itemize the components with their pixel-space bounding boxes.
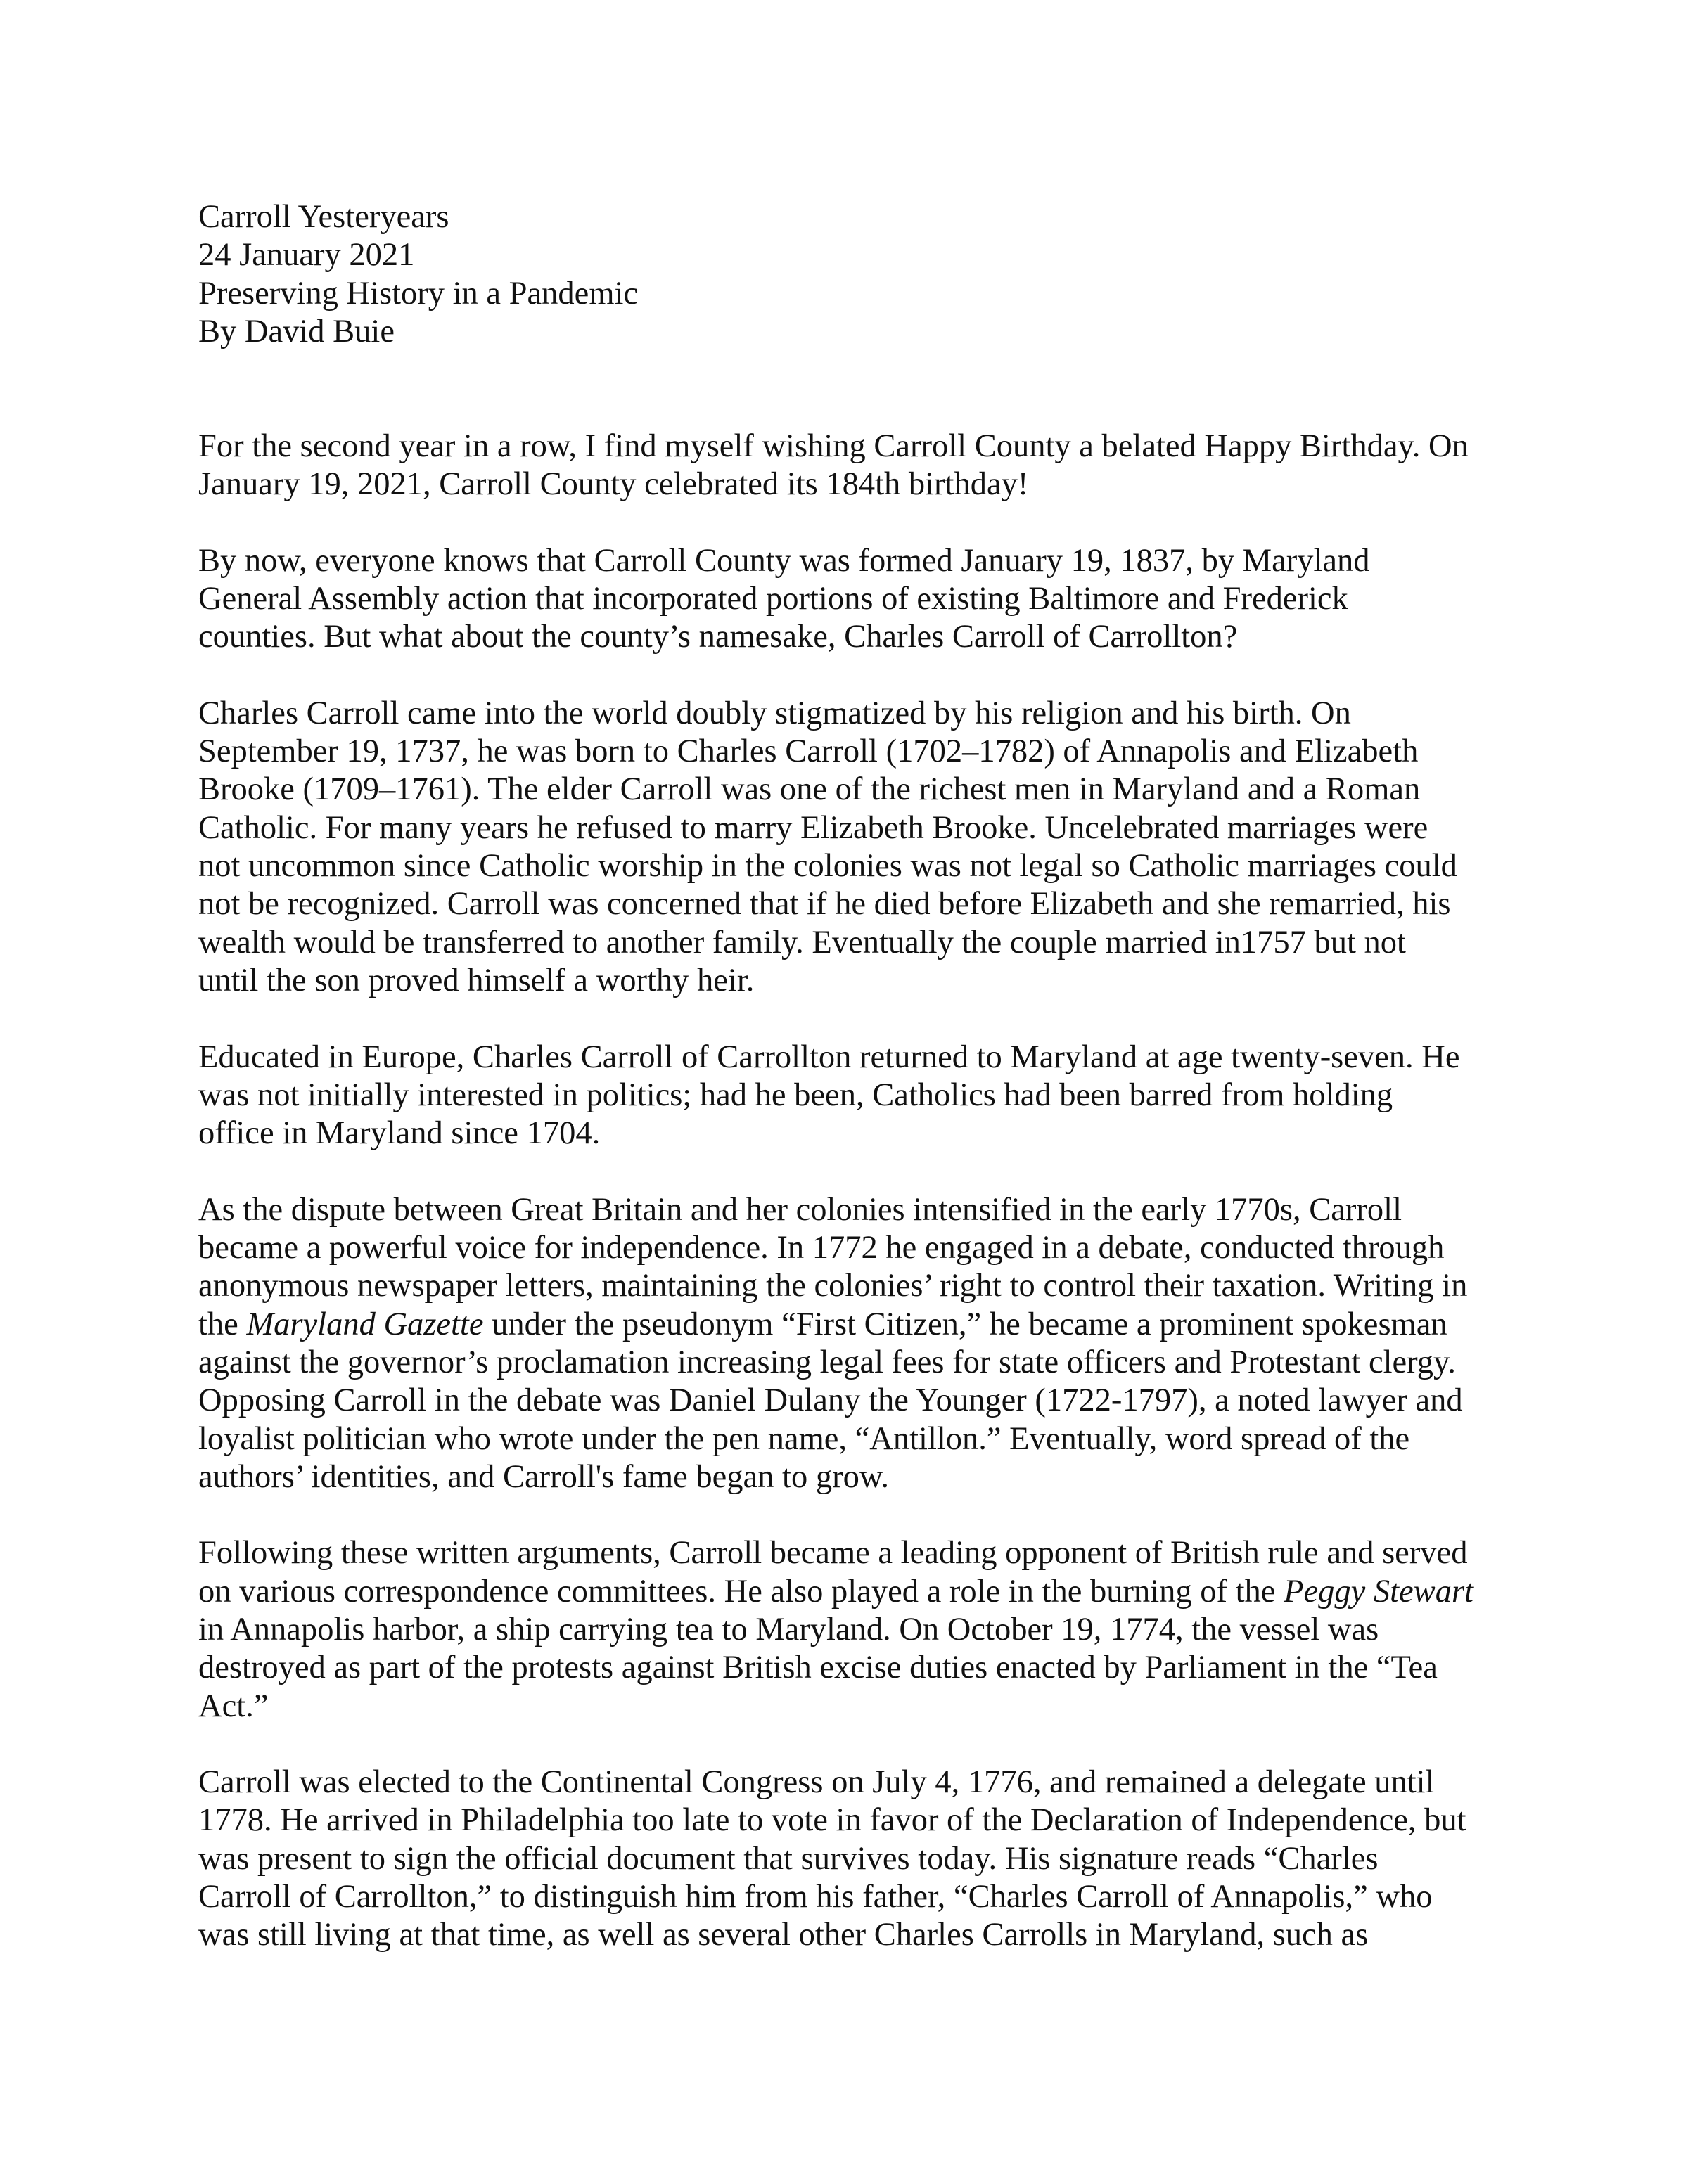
text-line xyxy=(198,1191,1535,1229)
text-line xyxy=(198,809,1535,847)
text-run: September 19, 1737, he was born to Charles Carroll (1702–1782) of Annapolis and Elizabeth xyxy=(198,733,1419,770)
text-run: Brooke (1709–1761). The elder Carroll was one of the richest men in Maryland and a Roman xyxy=(198,771,1421,808)
spacer xyxy=(198,1000,1535,1038)
text-line xyxy=(198,1306,1535,1344)
text-line xyxy=(198,1878,1535,1916)
text-line xyxy=(198,1344,1535,1382)
text-run: not be recognized. Carroll was concerned that if he died before Elizabeth and she remarried, his xyxy=(198,886,1451,923)
text-run: Opposing Carroll in the debate was Daniel Dulany the Younger (1722-1797), a noted lawyer and xyxy=(198,1382,1463,1419)
paragraph xyxy=(198,1534,1535,1725)
text-run: counties. But what about the county’s namesake, Charles Carroll of Carrollton? xyxy=(198,619,1238,655)
text-run: destroyed as part of the protests against British excise duties enacted by Parliament in the “Tea xyxy=(198,1650,1438,1686)
text-run: loyalist politician who wrote under the pen name, “Antillon.” Eventually, word spread of the xyxy=(198,1420,1410,1457)
text-run: Carroll of Carrollton,” to distinguish him from his father, “Charles Carroll of Annapolis,” who xyxy=(198,1879,1433,1915)
text-line xyxy=(198,1039,1535,1077)
text-line xyxy=(198,1534,1535,1572)
text-run: the xyxy=(198,1306,247,1342)
text-line xyxy=(198,1916,1535,1954)
text-run: was still living at that time, as well as several other Charles Carrolls in Maryland, such as xyxy=(198,1917,1369,1953)
text-line xyxy=(198,465,1535,503)
text-run: Carroll was elected to the Continental Congress on July 4, 1776, and remained a delegate until xyxy=(198,1764,1435,1801)
text-line xyxy=(198,1382,1535,1420)
publication-name: Carroll Yesteryears xyxy=(198,199,449,235)
text-run: was present to sign the official document that survives today. His signature reads “Charles xyxy=(198,1840,1379,1877)
text-line xyxy=(198,847,1535,885)
article-byline: By David Buie xyxy=(198,313,395,349)
italic-title: Maryland Gazette xyxy=(246,1306,484,1342)
text-line xyxy=(198,580,1535,618)
text-line xyxy=(198,924,1535,962)
text-run: Educated in Europe, Charles Carroll of Carrollton returned to Maryland at age twenty-seven. He xyxy=(198,1039,1460,1075)
text-line xyxy=(198,1764,1535,1801)
text-run: wealth would be transferred to another family. Eventually the couple married in1757 but not xyxy=(198,924,1406,961)
text-line xyxy=(198,1688,1535,1726)
paragraph xyxy=(198,695,1535,1000)
spacer xyxy=(198,503,1535,541)
text-run: By now, everyone knows that Carroll County was formed January 19, 1837, by Maryland xyxy=(198,542,1370,579)
spacer xyxy=(198,1496,1535,1534)
text-line xyxy=(198,771,1535,809)
text-run: became a powerful voice for independence. In 1772 he engaged in a debate, conducted through xyxy=(198,1230,1445,1266)
spacer xyxy=(198,389,1535,427)
text-line xyxy=(198,1077,1535,1115)
paragraph xyxy=(198,1191,1535,1496)
text-run: until the son proved himself a worthy heir. xyxy=(198,962,755,998)
paragraph xyxy=(198,542,1535,657)
paragraphs-container xyxy=(198,428,1535,1955)
text-run: Catholic. For many years he refused to marry Elizabeth Brooke. Uncelebrated marriages were xyxy=(198,809,1428,846)
text-line xyxy=(198,733,1535,771)
text-run: anonymous newspaper letters, maintaining the colonies’ right to control their taxation. Writing in xyxy=(198,1268,1468,1304)
text-run: office in Maryland since 1704. xyxy=(198,1115,601,1152)
italic-title: Peggy Stewart xyxy=(1284,1573,1473,1610)
article-body xyxy=(198,198,1535,1955)
text-run: on various correspondence committees. He also played a role in the burning of the xyxy=(198,1573,1284,1610)
article-date: 24 January 2021 xyxy=(198,237,415,274)
text-run: Charles Carroll came into the world doubly stigmatized by his religion and his birth. On xyxy=(198,695,1351,731)
text-line xyxy=(198,1840,1535,1878)
text-run: against the governor’s proclamation increasing legal fees for state officers and Protestant clergy. xyxy=(198,1344,1456,1380)
text-run: not uncommon since Catholic worship in the colonies was not legal so Catholic marriages could xyxy=(198,848,1457,885)
text-line xyxy=(198,962,1535,1000)
spacer xyxy=(198,1152,1535,1190)
text-line xyxy=(198,885,1535,923)
text-line xyxy=(198,428,1535,465)
article-title: Preserving History in a Pandemic xyxy=(198,275,639,311)
spacer xyxy=(198,351,1535,389)
text-run: under the pseudonym “First Citizen,” he became a prominent spokesman xyxy=(483,1306,1447,1342)
text-run: 1778. He arrived in Philadelphia too late to vote in favor of the Declaration of Independence, but xyxy=(198,1802,1466,1839)
text-run: Act.” xyxy=(198,1688,269,1724)
text-line xyxy=(198,1115,1535,1152)
text-run: As the dispute between Great Britain and her colonies intensified in the early 1770s, Carroll xyxy=(198,1191,1402,1228)
text-line xyxy=(198,1573,1535,1611)
paragraph xyxy=(198,1764,1535,1954)
text-line xyxy=(198,542,1535,580)
text-line xyxy=(198,1458,1535,1496)
text-run: was not initially interested in politics; had he been, Catholics had been barred from holding xyxy=(198,1077,1393,1113)
text-line xyxy=(198,1801,1535,1839)
text-line xyxy=(198,1267,1535,1305)
text-run: For the second year in a row, I find myself wishing Carroll County a belated Happy Birthday. On xyxy=(198,428,1469,464)
text-line xyxy=(198,1611,1535,1649)
paragraph xyxy=(198,1039,1535,1153)
spacer xyxy=(198,657,1535,695)
text-run: Following these written arguments, Carroll became a leading opponent of British rule and served xyxy=(198,1535,1468,1572)
text-line xyxy=(198,1420,1535,1458)
paragraph xyxy=(198,428,1535,504)
text-line xyxy=(198,618,1535,656)
text-line xyxy=(198,695,1535,733)
text-run: January 19, 2021, Carroll County celebrated its 184th birthday! xyxy=(198,466,1029,503)
text-run: authors’ identities, and Carroll's fame began to grow. xyxy=(198,1458,890,1495)
text-run: General Assembly action that incorporated portions of existing Baltimore and Frederick xyxy=(198,580,1348,617)
text-run: in Annapolis harbor, a ship carrying tea to Maryland. On October 19, 1774, the vessel was xyxy=(198,1611,1379,1647)
text-line xyxy=(198,1229,1535,1267)
spacer xyxy=(198,1726,1535,1764)
text-line xyxy=(198,1649,1535,1687)
